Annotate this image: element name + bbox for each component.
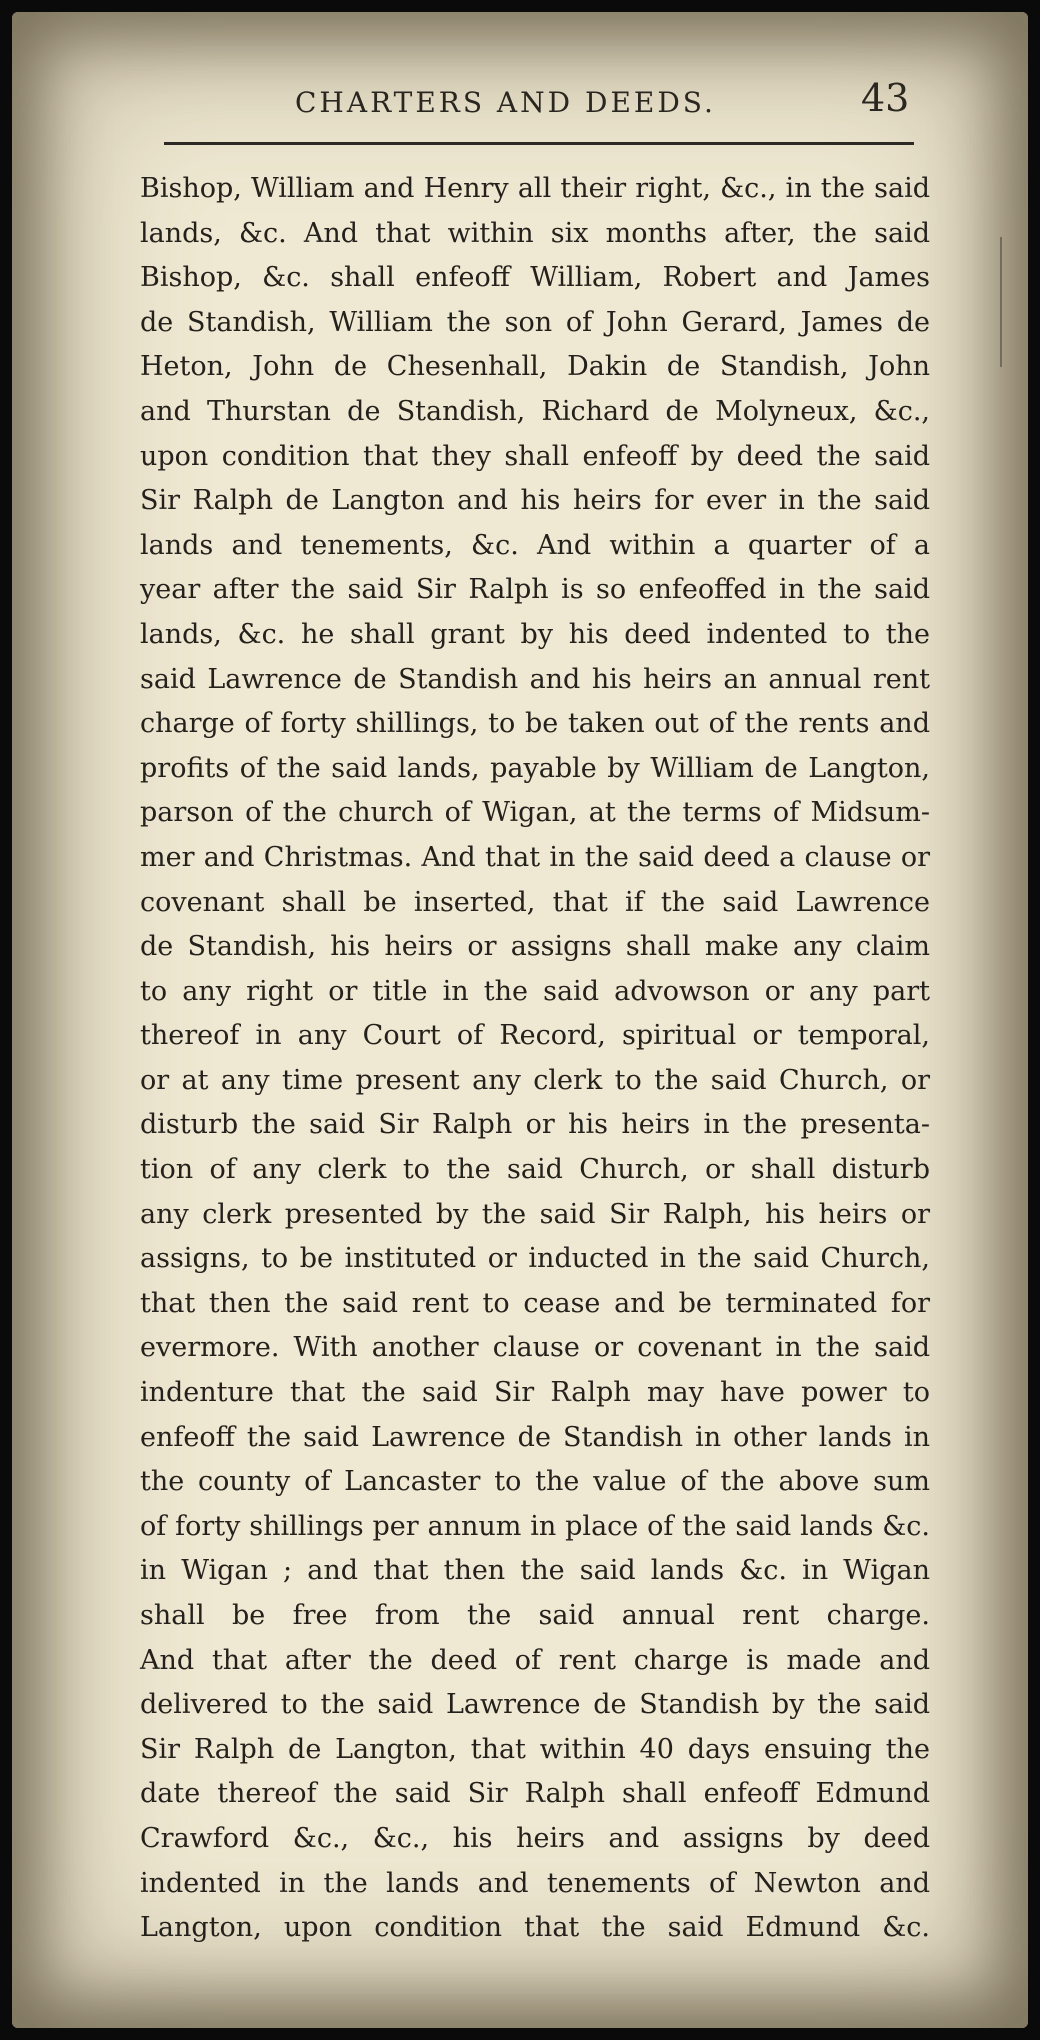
text-line: shall be free from the said annual rent charge. [140,1600,930,1631]
text-line: indented in the lands and tenements of Newton and [140,1867,930,1899]
text-line: indenture that the said Sir Ralph may have power to [140,1377,930,1409]
text-line: profits of the said lands, payable by William de Langton, [140,752,930,784]
text-line: And that after the deed of rent charge is made and [140,1644,930,1676]
text-line: delivered to the said Lawrence de Standish by the said [140,1689,930,1721]
text-line: Bishop, William and Henry all their right, &c., in the said [140,173,930,204]
text-line: de Standish, his heirs or assigns shall make any claim [140,931,930,963]
text-line: to any right or title in the said advowson or any part [140,975,930,1007]
text-line: year after the said Sir Ralph is so enfeoffed in the said [140,574,930,606]
text-line: date thereof the said Sir Ralph shall enfeoff Edmund [140,1778,930,1810]
text-line: charge of forty shillings, to be taken out of the rents and [140,708,930,740]
text-line: evermore. With another clause or covenant in the said [140,1332,930,1364]
text-line: mer and Christmas. And that in the said deed a clause or [140,841,930,873]
text-line: or at any time present any clerk to the said Church, or [140,1064,930,1096]
text-line: parson of the church of Wigan, at the terms of Midsum- [140,797,930,829]
text-line: Sir Ralph de Langton, that within 40 days ensuing the [140,1733,930,1765]
text-line: enfeoff the said Lawrence de Standish in other lands in [140,1421,930,1453]
text-line: the county of Lancaster to the value of the above sum [140,1466,930,1498]
book-page [12,12,1028,2028]
text-line: lands, &c. he shall grant by his deed indented to the [140,618,930,650]
body-text [140,167,930,1951]
text-line: lands, &c. And that within six months after, the said [140,217,930,249]
text-line: disturb the said Sir Ralph or his heirs in the presenta- [140,1109,930,1141]
text-line: tion of any clerk to the said Church, or shall disturb [140,1154,930,1186]
text-line: covenant shall be inserted, that if the said Lawrence [140,886,930,918]
text-line: of forty shillings per annum in place of the said lands &c. [140,1510,930,1542]
text-line: Heton, John de Chesenhall, Dakin de Standish, John [140,351,930,383]
text-line: assigns, to be instituted or inducted in the said Church, [140,1243,930,1275]
page-number: 43 [861,76,910,120]
text-line: Langton, upon condition that the said Edmund &c. [140,1912,930,1944]
text-line: upon condition that they shall enfeoff by deed the said [140,440,930,472]
page-header [12,74,1028,134]
text-line: Sir Ralph de Langton and his heirs for ever in the said [140,485,930,517]
text-line: de Standish, William the son of John Gerard, James de [140,306,930,338]
text-line: and Thurstan de Standish, Richard de Molyneux, &c., [140,395,930,427]
text-line: Crawford &c., &c., his heirs and assigns by deed [140,1822,930,1854]
text-line: lands and tenements, &c. And within a quarter of a [140,529,930,561]
text-line: said Lawrence de Standish and his heirs an annual rent [140,663,930,695]
text-line: any clerk presented by the said Sir Ralph, his heirs or [140,1198,930,1230]
text-line: in Wigan ; and that then the said lands &c. in Wigan [140,1555,930,1587]
text-line: Bishop, &c. shall enfeoff William, Robert and James [140,262,930,294]
margin-mark [1000,237,1002,367]
header-rule [164,142,914,145]
text-line: that then the said rent to cease and be terminated for [140,1287,930,1319]
text-line: thereof in any Court of Record, spiritual or temporal, [140,1020,930,1052]
running-head: CHARTERS AND DEEDS. [295,86,716,119]
